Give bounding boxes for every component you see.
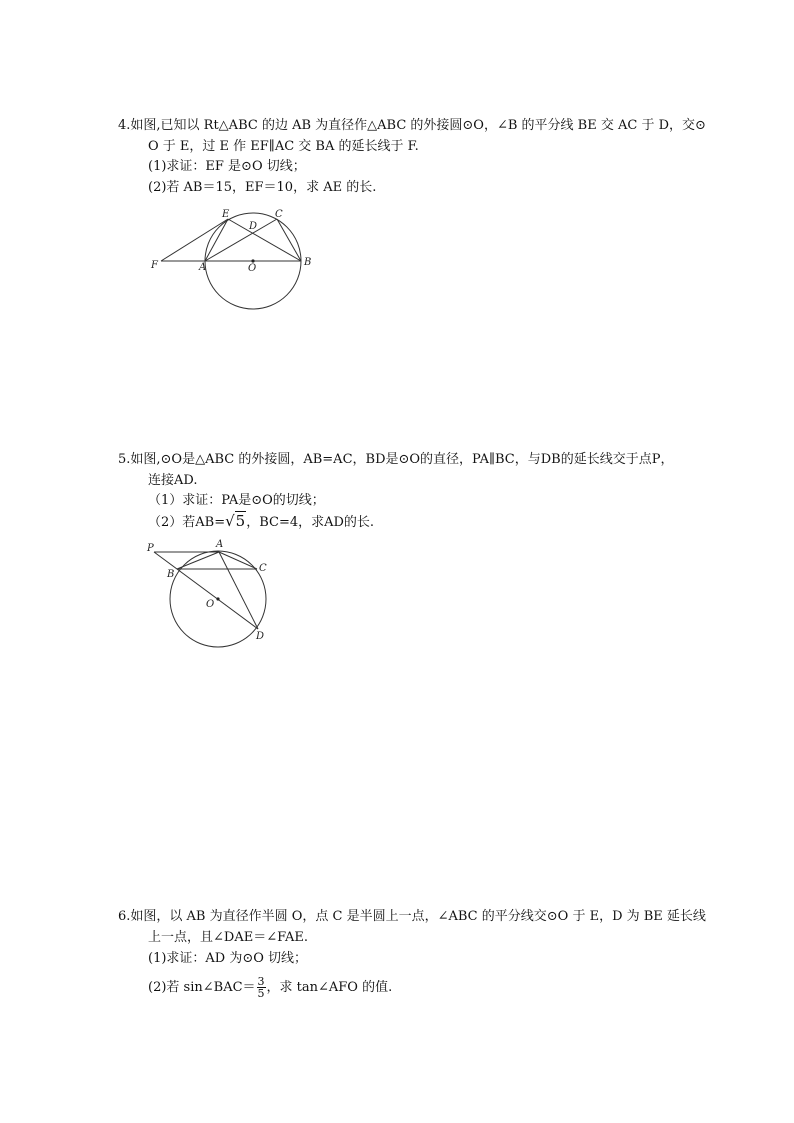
label-p: P [147,543,154,554]
label-o: O [248,263,257,274]
problem-6-question-2 [148,976,392,999]
label-e: E [222,209,230,220]
problem-5-figure [140,535,280,650]
problem-5-question-1: （1）求证：PA是⊙O的切线； [148,493,325,508]
problem-4-question-1: (1)求证：EF 是⊙O 切线； [148,159,306,174]
problem-6-question-1: (1)求证：AD 为⊙O 切线； [148,951,308,966]
problem-5-q2-pre: （2）若AB= [148,515,226,530]
center-point [216,597,219,600]
label-o: O [206,599,215,610]
problem-6-q2-pre: (2)若 sin∠BAC＝ [148,980,256,995]
problem-4-question-2: (2)若 AB＝15，EF＝10，求 AE 的长. [148,180,377,195]
label-a: A [199,262,207,273]
problem-5-question-2 [148,512,374,532]
label-a: A [216,539,224,550]
segment-ac [219,552,257,569]
problem-4-figure [140,200,330,310]
problem-5-q2-post: ，BC=4，求AD的长. [246,515,375,530]
problem-6-line-1: 6.如图，以 AB 为直径作半圆 O，点 C 是半圆上一点，∠ABC 的平分线交⊙O 于 E，D 为 BE 延长线 [118,909,706,924]
segment-ab [177,552,219,569]
problem-5-line-2: 连接AD. [148,473,198,488]
fraction [257,976,266,999]
label-d: D [249,221,258,232]
label-c: C [259,563,267,574]
segment-ad [219,552,258,629]
fraction-denominator: 5 [257,987,265,1000]
label-f: F [151,260,158,271]
segment-fe [161,219,228,261]
label-d: D [256,631,265,642]
problem-5-line-1: 5.如图,⊙O是△ABC 的外接圆，AB=AC，BD是⊙O的直径，PA∥BC，与DB的延长线交于点P， [118,452,674,467]
label-b: B [167,569,175,580]
problem-6-line-2: 上一点，且∠DAE＝∠FAE. [148,930,308,945]
label-c: C [275,209,283,220]
segment-eb [228,219,301,261]
line-pd [154,552,258,629]
problem-4-line-1: 4.如图,已知以 Rt△ABC 的边 AB 为直径作△ABC 的外接圆⊙O，∠B 的平分线 BE 交 AC 于 D，交⊙ [118,118,706,133]
problem-4-line-2: O 于 E，过 E 作 EF∥AC 交 BA 的延长线于 F. [148,139,419,154]
segment-cb [277,219,301,261]
segment-ac [205,219,277,261]
sqrt-expression: √5 [225,512,246,530]
problem-6-q2-post: ，求 tan∠AFO 的值. [266,980,393,995]
sqrt-radicand: 5 [235,512,246,530]
fraction-numerator: 3 [257,975,265,988]
label-b: B [304,257,312,268]
